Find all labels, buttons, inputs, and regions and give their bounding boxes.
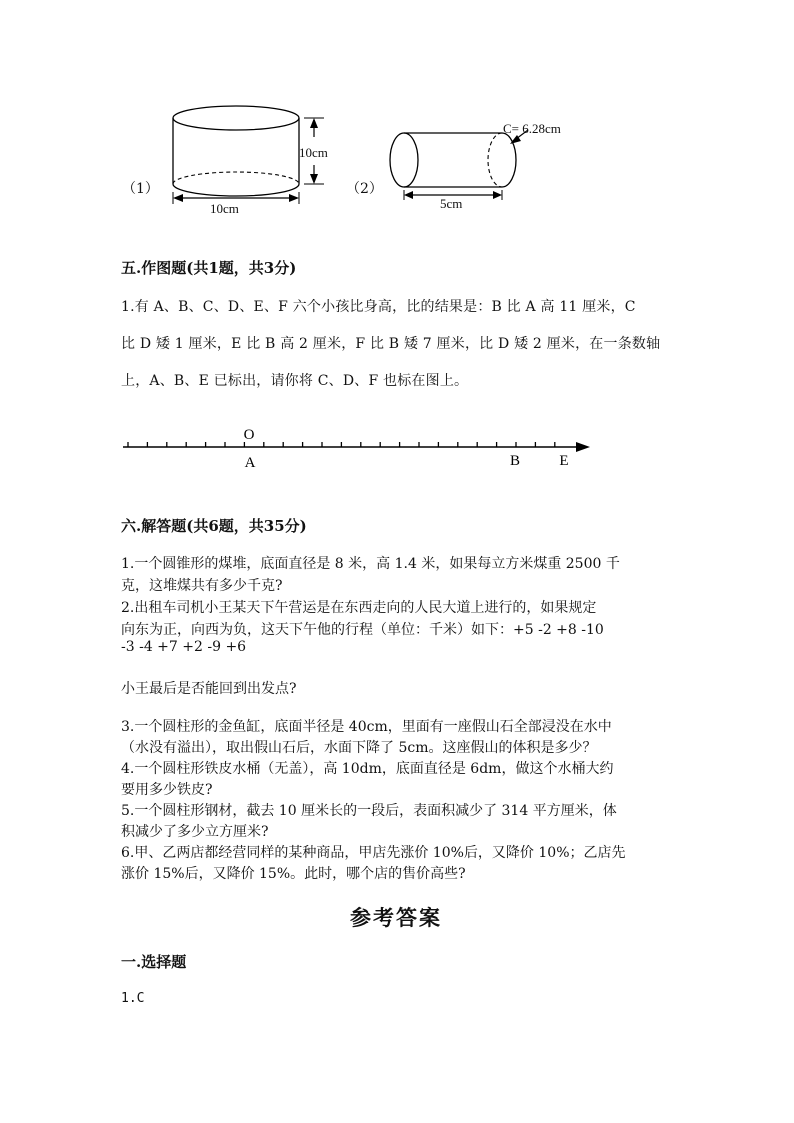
- cylinder-bottom-back: [173, 172, 299, 184]
- figure-2-length-label: 5cm: [440, 196, 463, 211]
- section-5-line-3: 上，A、B、E 已标出，请你将 C、D、F 也标在图上。: [121, 373, 469, 389]
- figure-1-label: （1）: [122, 181, 159, 197]
- figure-2-label: （2）: [346, 181, 383, 197]
- q6-6-line-1: 6.甲、乙两店都经营同样的某种商品，甲店先涨价 10%后，又降价 10%；乙店先: [121, 845, 626, 861]
- number-line: [118, 420, 598, 475]
- origin-label: O: [243, 427, 255, 443]
- section-5-line-2: 比 D 矮 1 厘米，E 比 B 高 2 厘米，F 比 B 矮 7 厘米，比 D 矮 2 厘米，在一条数轴: [121, 336, 661, 352]
- q6-4-line-2: 要用多少铁皮?: [121, 782, 213, 798]
- point-e-label: E: [559, 453, 569, 469]
- figure-1-diameter-label: 10cm: [210, 201, 239, 216]
- q6-2-line-3: -3 -4 +7 +2 -9 +6: [121, 639, 247, 655]
- q6-2-line-4: 小王最后是否能回到出发点?: [121, 681, 297, 697]
- section-5-title: 五.作图题(共1题，共3分): [121, 259, 297, 277]
- answers-section-1-title: 一.选择题: [121, 953, 187, 971]
- figure-2-circumference-label: C= 6.28cm: [503, 121, 561, 136]
- point-b-label: B: [509, 453, 521, 469]
- q6-6-line-2: 涨价 15%后，又降价 15%。此时，哪个店的售价高些?: [121, 866, 466, 882]
- cylinder2-right-back: [488, 133, 502, 187]
- cylinder-top-ellipse: [173, 106, 299, 130]
- answer-1: 1.C: [121, 991, 145, 1006]
- q6-3-line-2: （水没有溢出），取出假山石后，水面下降了 5cm。这座假山的体积是多少？: [121, 740, 597, 756]
- answers-title: 参考答案: [350, 905, 442, 930]
- number-line-arrow: [576, 442, 590, 452]
- q6-5-line-2: 积减少了多少立方厘米?: [121, 824, 269, 840]
- q6-2-line-1: 2.出租车司机小王某天下午营运是在东西走向的人民大道上进行的，如果规定: [121, 600, 597, 616]
- cylinder-bottom-front: [173, 184, 299, 196]
- q6-2-line-2: 向东为正，向西为负，这天下午他的行程（单位：千米）如下：+5 -2 +8 -10: [121, 622, 604, 638]
- figure-1-height-label: 10cm: [299, 145, 328, 160]
- point-a-label: A: [244, 455, 256, 471]
- section-5-line-1: 1.有 A、B、C、D、E、F 六个小孩比身高，比的结果是：B 比 A 高 11 厘米，C: [121, 299, 636, 315]
- q6-5-line-1: 5.一个圆柱形钢材，截去 10 厘米长的一段后，表面积减少了 314 平方厘米，体: [121, 803, 617, 819]
- q6-3-line-1: 3.一个圆柱形的金鱼缸，底面半径是 40cm，里面有一座假山石全部浸没在水中: [121, 719, 612, 735]
- q6-4-line-1: 4.一个圆柱形铁皮水桶（无盖），高 10dm，底面直径是 6dm，做这个水桶大约: [121, 761, 614, 777]
- cylinder2-left-ellipse: [390, 133, 418, 187]
- q6-1-line-2: 克，这堆煤共有多少千克?: [121, 578, 283, 594]
- section-6-title: 六.解答题(共6题，共35分): [121, 517, 307, 535]
- q6-1-line-1: 1.一个圆锥形的煤堆，底面直径是 8 米，高 1.4 米，如果每立方米煤重 2500 千: [121, 556, 620, 572]
